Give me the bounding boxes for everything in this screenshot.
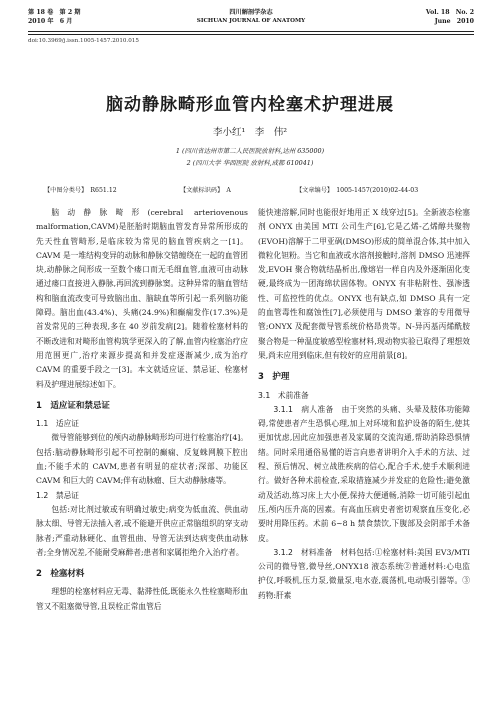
header-right	[426, 8, 474, 26]
clc-number: 【中图分类号】 R651.12	[44, 187, 117, 194]
affiliation-2: 2 (四川大学 华西医院 放射科,成都 610041)	[186, 159, 314, 167]
material-preparation-paragraph	[258, 546, 470, 603]
header-volume: 第 18 卷 第 2 期	[28, 9, 81, 16]
section-1-heading: 1 适应证和禁忌证	[36, 400, 110, 411]
section-1-1-heading: 1.1 适应证	[36, 419, 79, 429]
header-date-en: June 2010	[434, 18, 474, 25]
patient-preparation-label: 3.1.1 病人准备	[273, 404, 334, 414]
intro-paragraph: 脑动静脉畸形(cerebral arteriovenous malformation,CAVM)是胚胎时期脑血管发育异常所形成的先天性血管畸形,是临床较为常见的脑血管疾病之一[1]。CAVM 是一堆结构变异的动脉和静脉交错缠绕在一起的血管团块,动静脉之间形成一至数个瘘口而无毛细血管,血液可由动脉通过瘘口直接进入静脉,再回流到静脉窦。这种异常的脑血管结构和脑血流改变可导致脑出血、脑缺血等所引起一系列脑功能障碍。脑出血(43.4%)、头痛(24.9%)和癫痫发作(17.3%)是首发常见的三种表现,多在 40 岁前发病[2]。随着栓塞材料的不断改进和对畸形血管构筑学更深入的了解,血管内栓塞治疗应用范围更广,治疗来源步提高和并发症逐渐减少,成为治疗 CAVM 的重要手段之一[3]。本文就适应证、禁忌证、栓塞材料及护理进展综述如下。	[36, 208, 248, 389]
affiliation-1: 1 (四川省达州市第二人民医院放射科,达州 635000)	[175, 147, 325, 155]
patient-preparation-text: 由于突然的头痛、头晕及肢体功能障碍,常使患者产生恐惧心理,加上对环境和监护设备的陌生,使其更加忧虑,因此应加强患者及家属的交流沟通,帮助消除恐惧情绪。同时采用通俗易懂的语言向患者讲明介入手术的方法、过程、预后情况、树立战胜疾病的信心,配合手术,使手术顺利进行。做好各种术前检查,采取措施减少并发症的危险性;避免激动及活动,练习床上大小便,保持大便通畅,消除一切可能引起血压,颅内压升高的因素。有高血压病史者密切观察血压变化,必要时用降压药。术前 6~8 h 禁食禁饮,下腹部及会阴部手术备皮。	[258, 404, 470, 543]
section-1-2-heading: 1.2 禁忌证	[36, 490, 79, 500]
materials-continued: 能快速溶解,同时也能很好地用正 X 线穿过[5]。全新液态栓塞剂 ONYX 由美国 MTI 公司生产[6],它是乙烯-乙烯醇共聚物(EVOH)溶解于二甲亚砜(DMSO)形成的简单混合体,其中加入微粒化钽粉。当它和血液或水溶剂接触时,溶剂 DMSO 迅速挥发,EVOH 聚合物就结晶析出,像熔岩一样自内及外逐渐固化变硬,最终成为一团海绵状固体物。ONYX 有非粘附性、强渗透性、可监控性的优点。ONYX 也有缺点,如 DMSO 具有一定的血管毒性和腐蚀性[7],必须使用与 DMSO 兼容的专用微导管;ONYX 及配套微导管系统价格昂贵等。N-异丙基丙烯酰胺聚合物是一种温度敏感型栓塞材料,现动物实验已取得了理想效果,尚未应用到临床,但有较好的应用前景[8]。	[258, 208, 470, 360]
section-3-heading: 3 护理	[258, 372, 290, 383]
patient-preparation-paragraph	[258, 403, 470, 546]
header-rule-thick	[28, 31, 474, 32]
header-rule-thin	[28, 34, 474, 35]
right-column	[258, 206, 470, 603]
header-date: 2010 年 6 月	[28, 18, 73, 25]
left-column	[36, 206, 248, 614]
header-journal-cn: 四川解剖学杂志	[229, 9, 273, 16]
material-preparation-label: 3.1.2 材料准备	[273, 547, 333, 557]
section-2-heading: 2 栓塞材料	[36, 569, 85, 580]
header-journal-en: SICHUAN JOURNAL OF ANATOMY	[196, 18, 306, 24]
material-preparation-text: 材料包括:①栓塞材料:美国 EV3/MTI 公司的微导管,微导丝,ONYX18 液态系统②普通材料:心电监护仪,呼吸机,压力泵,微量泵,电水壶,震荡机,电动吸引器等。③药物:肝素	[258, 547, 470, 600]
article-id: 【文章编号】 1005-1457(2010)02-44-03	[296, 187, 419, 194]
header-vol-en: Vol. 18 No. 2	[425, 9, 474, 16]
article-title: 脑动静脉畸形血管内栓塞术护理进展	[106, 95, 394, 115]
document-code: 【文献标识码】 A	[180, 187, 231, 194]
indications-paragraph: 微导管能够到位的颅内动静脉畸形均可进行栓塞治疗[4]。包括:脑动静脉畸形引起不可控制的癫痫、反复蛛网膜下腔出血;不能手术的 CAVM,患者有明显的症状者;深部、功能区 CAVM 和巨大的 CAVM;伴有动脉瘤、巨大动静脉瘘等。	[36, 433, 248, 486]
article-authors: 李小红¹ 李 伟²	[212, 127, 288, 138]
doi: doi:10.3969/j.issn.1005-1457.2010.015	[28, 38, 139, 44]
contraindications-paragraph: 包括:对比剂过敏或有明确过敏史;病变为低血流、供血动脉太细、导管无法插入者,或不能避开供应正常脑组织的穿支动脉者;严重动脉硬化、血管扭曲、导管无法到达病变供血动脉者;全身情况差,不能耐受麻醉者;患者和家属拒绝介入治疗者。	[36, 504, 248, 557]
header-center	[28, 8, 474, 26]
materials-paragraph: 理想的栓塞材料应无毒、黏滞性低,既能永久性栓塞畸形血管又不阻塞微导管,且误栓正常血管后	[36, 587, 248, 611]
section-3-1-heading: 3.1 术前准备	[258, 390, 309, 400]
